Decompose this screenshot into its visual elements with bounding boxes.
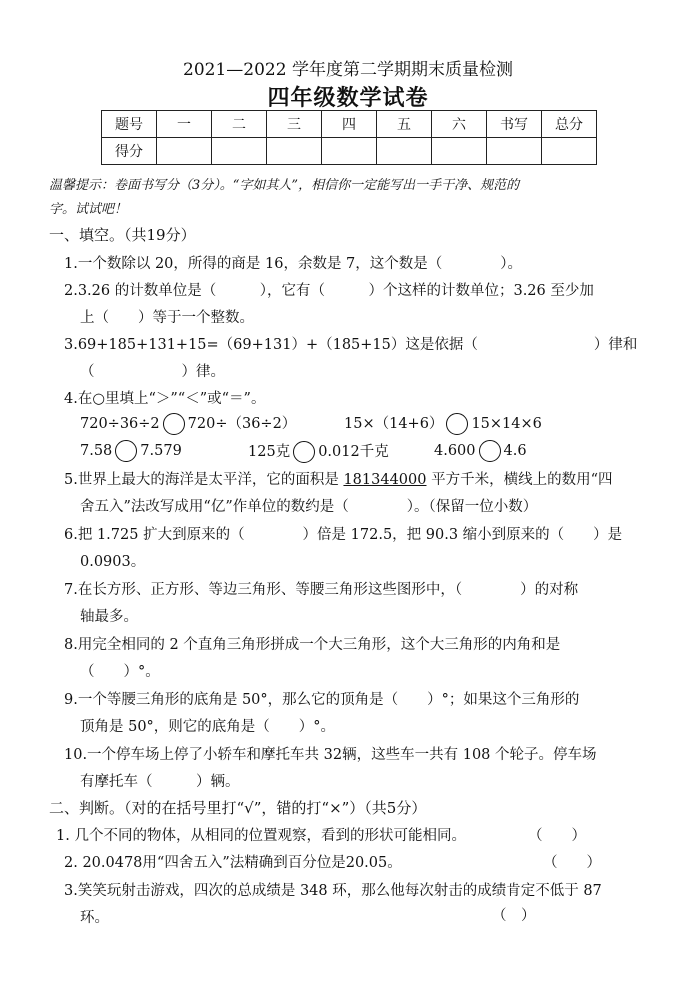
compare-d-left: 125克 — [248, 444, 291, 460]
q2-1-paren[interactable]: （ ） — [528, 828, 586, 844]
score-header-cell: 四 — [322, 111, 377, 138]
compare-b — [344, 412, 542, 435]
score-header-cell: 总分 — [542, 111, 597, 138]
score-cell — [432, 138, 487, 165]
q1-2b: 上（ ）等于一个整数。 — [80, 310, 254, 326]
score-cell — [322, 138, 377, 165]
score-row-label: 得分 — [102, 138, 157, 165]
section2-title: 二、判断。（对的在括号里打“√”，错的打“×”）（共5分） — [49, 799, 427, 817]
score-table — [101, 110, 597, 165]
q1-9a: 9.一个等腰三角形的底角是 50°，那么它的顶角是（ ）°；如果这个三角形的 — [64, 692, 580, 708]
q1-4: 4.在○里填上“＞”“＜”或“＝”。 — [64, 391, 266, 407]
score-cell — [487, 138, 542, 165]
q1-3b: （ ）律。 — [80, 364, 225, 380]
q2-1: 1. 几个不同的物体，从相同的位置观察，看到的形状可能相同。 — [56, 828, 466, 844]
q1-7a: 7.在长方形、正方形、等边三角形、等腰三角形这些图形中，（ ）的对称 — [64, 582, 579, 598]
q1-9b: 顶角是 50°，则它的底角是（ ）°。 — [80, 719, 336, 735]
q1-3a: 3.69+185+131+15=（69+131）+（185+15）这是依据（ ）律和 — [64, 337, 638, 353]
q1-5a-post: 平方千米，横线上的数用“四 — [426, 472, 613, 488]
score-header-cell: 五 — [377, 111, 432, 138]
score-cell — [157, 138, 212, 165]
q1-7b: 轴最多。 — [80, 609, 138, 625]
score-cell — [267, 138, 322, 165]
compare-circle[interactable] — [479, 440, 501, 462]
compare-e — [434, 440, 527, 462]
q1-2a: 2.3.26 的计数单位是（ ），它有（ ）个这样的计数单位；3.26 至少加 — [64, 283, 594, 299]
compare-a — [80, 412, 296, 435]
q1-5a — [64, 468, 613, 489]
underlined-number: 181344000 — [343, 472, 427, 488]
compare-c-left: 7.58 — [80, 443, 113, 459]
q1-6b: 0.0903。 — [80, 554, 146, 570]
compare-circle[interactable] — [293, 441, 315, 463]
score-header-cell: 一 — [157, 111, 212, 138]
score-cell — [377, 138, 432, 165]
compare-d — [248, 440, 389, 463]
q1-5a-pre: 5.世界上最大的海洋是太平洋，它的面积是 — [64, 472, 344, 488]
q1-6a: 6.把 1.725 扩大到原来的（ ）倍是 172.5，把 90.3 缩小到原来的（ ）是 — [64, 527, 623, 543]
compare-e-left: 4.600 — [434, 443, 476, 459]
q1-10b: 有摩托车（ ）辆。 — [80, 774, 240, 790]
compare-a-right: 720÷（36÷2） — [187, 416, 297, 432]
score-cell — [212, 138, 267, 165]
score-cell — [542, 138, 597, 165]
tip-line-2: 字。试试吧！ — [49, 202, 128, 217]
q1-5b: 舍五入”法改写成用“亿”作单位的数约是（ ）。（保留一位小数） — [80, 499, 538, 515]
compare-circle[interactable] — [115, 440, 137, 462]
compare-circle[interactable] — [163, 413, 185, 435]
score-header-cell: 三 — [267, 111, 322, 138]
compare-e-right: 4.6 — [503, 443, 527, 459]
q2-2-paren[interactable]: （ ） — [543, 855, 601, 871]
q2-3-paren[interactable]: （ ） — [492, 908, 536, 924]
score-header-row — [102, 111, 597, 138]
q2-2: 2. 20.0478用“四舍五入”法精确到百分位是20.05。 — [64, 855, 402, 871]
tip-line-1: 温馨提示：卷面书写分（3分）。“字如其人”，相信你一定能写出一手干净、规范的 — [49, 178, 520, 193]
compare-a-left: 720÷36÷2 — [80, 416, 160, 432]
exam-header: 2021—2022 学年度第二学期期末质量检测 — [183, 60, 513, 80]
score-header-cell: 二 — [212, 111, 267, 138]
q1-1: 1.一个数除以 20，所得的商是 16，余数是 7，这个数是（ ）。 — [64, 256, 523, 272]
score-header-cell: 六 — [432, 111, 487, 138]
compare-c — [80, 440, 182, 462]
q2-3a: 3.笑笑玩射击游戏，四次的总成绩是 348 环，那么他每次射击的成绩肯定不低于 87 — [64, 883, 602, 899]
compare-circle[interactable] — [446, 413, 468, 435]
q2-3b: 环。 — [80, 910, 109, 926]
exam-title: 四年级数学试卷 — [267, 85, 429, 111]
q1-10a: 10.一个停车场上停了小轿车和摩托车共 32辆，这些车一共有 108 个轮子。停车场 — [64, 747, 597, 763]
compare-b-left: 15×（14+6） — [344, 416, 444, 432]
compare-c-right: 7.579 — [140, 443, 182, 459]
section1-title: 一、填空。（共19分） — [49, 226, 196, 244]
score-header-cell: 书写 — [487, 111, 542, 138]
q1-8b: （ ）°。 — [80, 664, 160, 680]
compare-b-right: 15×14×6 — [471, 416, 542, 432]
q1-8a: 8.用完全相同的 2 个直角三角形拼成一个大三角形，这个大三角形的内角和是 — [64, 637, 561, 653]
score-value-row — [102, 138, 597, 165]
compare-d-right: 0.012千克 — [318, 444, 389, 460]
score-header-cell: 题号 — [102, 111, 157, 138]
